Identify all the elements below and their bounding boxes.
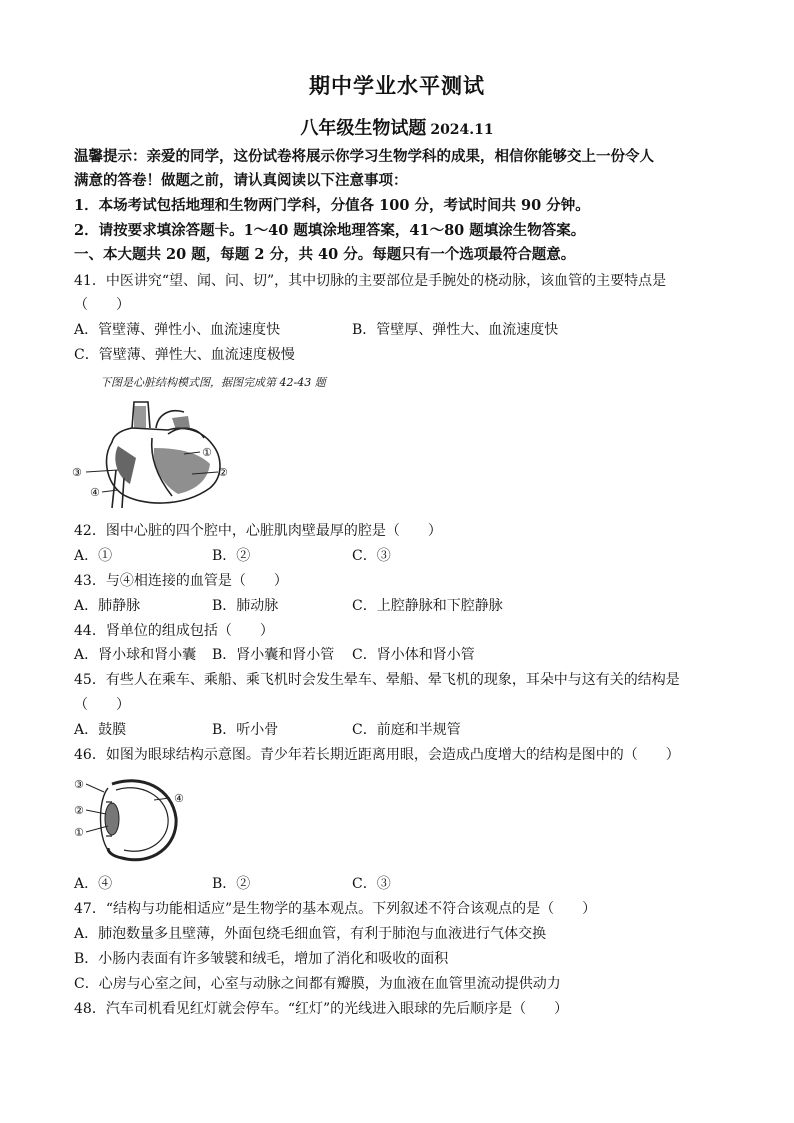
exam-date: 2024.11 — [430, 122, 494, 138]
q43-stem: 43．与④相连接的血管是（ ） — [74, 573, 288, 589]
figure-note: 下图是心脏结构模式图，据图完成第 42-43 题 — [100, 376, 326, 389]
q43-option-c: C．上腔静脉和下腔静脉 — [352, 598, 503, 614]
heart-label-3: ③ — [72, 466, 82, 479]
subtitle-text: 八年级生物试题 — [300, 118, 427, 139]
eye-lens — [105, 803, 119, 835]
q42-option-c: C．③ — [352, 548, 391, 564]
q46-option-b: B．② — [212, 876, 251, 892]
q44-stem: 44．肾单位的组成包括（ ） — [74, 623, 274, 639]
eye-label-2: ② — [74, 804, 84, 817]
notice-item-2: 2．请按要求填涂答题卡。1～40 题填涂地理答案，41～80 题填涂生物答案。 — [74, 222, 586, 239]
q41-option-c: C．管壁薄、弹性大、血流速度极慢 — [74, 347, 295, 363]
q47-option-b: B．小肠内表面有许多皱襞和绒毛，增加了消化和吸收的面积 — [74, 951, 449, 967]
q46-option-c: C．③ — [352, 876, 391, 892]
q47-option-a: A．肺泡数量多且壁薄，外面包绕毛细血管，有利于肺泡与血液进行气体交换 — [74, 926, 547, 942]
notice-line-2: 满意的答卷！做题之前，请认真阅读以下注意事项： — [74, 172, 408, 189]
q46-stem: 46．如图为眼球结构示意图。青少年若长期近距离用眼，会造成凸度增大的结构是图中的（ ） — [74, 747, 680, 763]
q44-option-b: B．肾小囊和肾小管 — [212, 647, 335, 663]
notice-line-1: 温馨提示：亲爱的同学，这份试卷将展示你学习生物学科的成果，相信你能够交上一份令人 — [74, 148, 654, 165]
eye-leaders — [86, 784, 170, 832]
heart-label-1: ① — [202, 446, 212, 459]
q43-option-b: B．肺动脉 — [212, 598, 279, 614]
q46-option-a: A．④ — [74, 876, 113, 892]
q42-option-a: A．① — [74, 548, 113, 564]
q45-stem: 45．有些人在乘车、乘船、乘飞机时会发生晕车、晕船、晕飞机的现象，耳朵中与这有关的结构是 — [74, 672, 680, 688]
heart-label-4: ④ — [90, 486, 100, 499]
eye-label-4: ④ — [174, 792, 184, 805]
q48-stem: 48．汽车司机看见红灯就会停车。“红灯”的光线进入眼球的先后顺序是（ ） — [74, 1001, 569, 1017]
q41-option-a: A．管壁薄、弹性小、血流速度快 — [74, 322, 281, 338]
q44-option-a: A．肾小球和肾小囊 — [74, 647, 197, 663]
heart-label-2: ② — [218, 466, 228, 479]
eye-label-3: ③ — [74, 778, 84, 791]
q45-stem-bracket: （ ） — [74, 697, 130, 713]
q42-stem: 42．图中心脏的四个腔中，心脏肌肉壁最厚的腔是（ ） — [74, 523, 442, 539]
q47-option-c: C．心房与心室之间，心室与动脉之间都有瓣膜，为血液在血管里流动提供动力 — [74, 976, 561, 992]
notice-item-1: 1．本场考试包括地理和生物两门学科，分值各 100 分，考试时间共 90 分钟。 — [74, 197, 590, 214]
heart-diagram — [72, 398, 232, 510]
q41-stem-bracket: （ ） — [74, 297, 130, 313]
q43-option-a: A．肺静脉 — [74, 598, 141, 614]
section-heading: 一、本大题共 20 题，每题 2 分，共 40 分。每题只有一个选项最符合题意。 — [74, 246, 576, 263]
q45-option-c: C．前庭和半规管 — [352, 722, 461, 738]
exam-title: 期中学业水平测试 — [309, 73, 485, 98]
q45-option-a: A．鼓膜 — [74, 722, 127, 738]
q42-option-b: B．② — [212, 548, 251, 564]
eye-label-1: ① — [74, 826, 84, 839]
q47-stem: 47．“结构与功能相适应”是生物学的基本观点。下列叙述不符合该观点的是（ ） — [74, 901, 597, 917]
q45-option-b: B．听小骨 — [212, 722, 279, 738]
q44-option-c: C．肾小体和肾小管 — [352, 647, 475, 663]
q41-option-b: B．管壁厚、弹性大、血流速度快 — [352, 322, 559, 338]
eyeball-diagram — [72, 774, 192, 866]
exam-subtitle — [0, 114, 794, 140]
q41-stem: 41．中医讲究“望、闻、问、切”，其中切脉的主要部位是手腕处的桡动脉，该血管的主要特点是 — [74, 273, 667, 289]
